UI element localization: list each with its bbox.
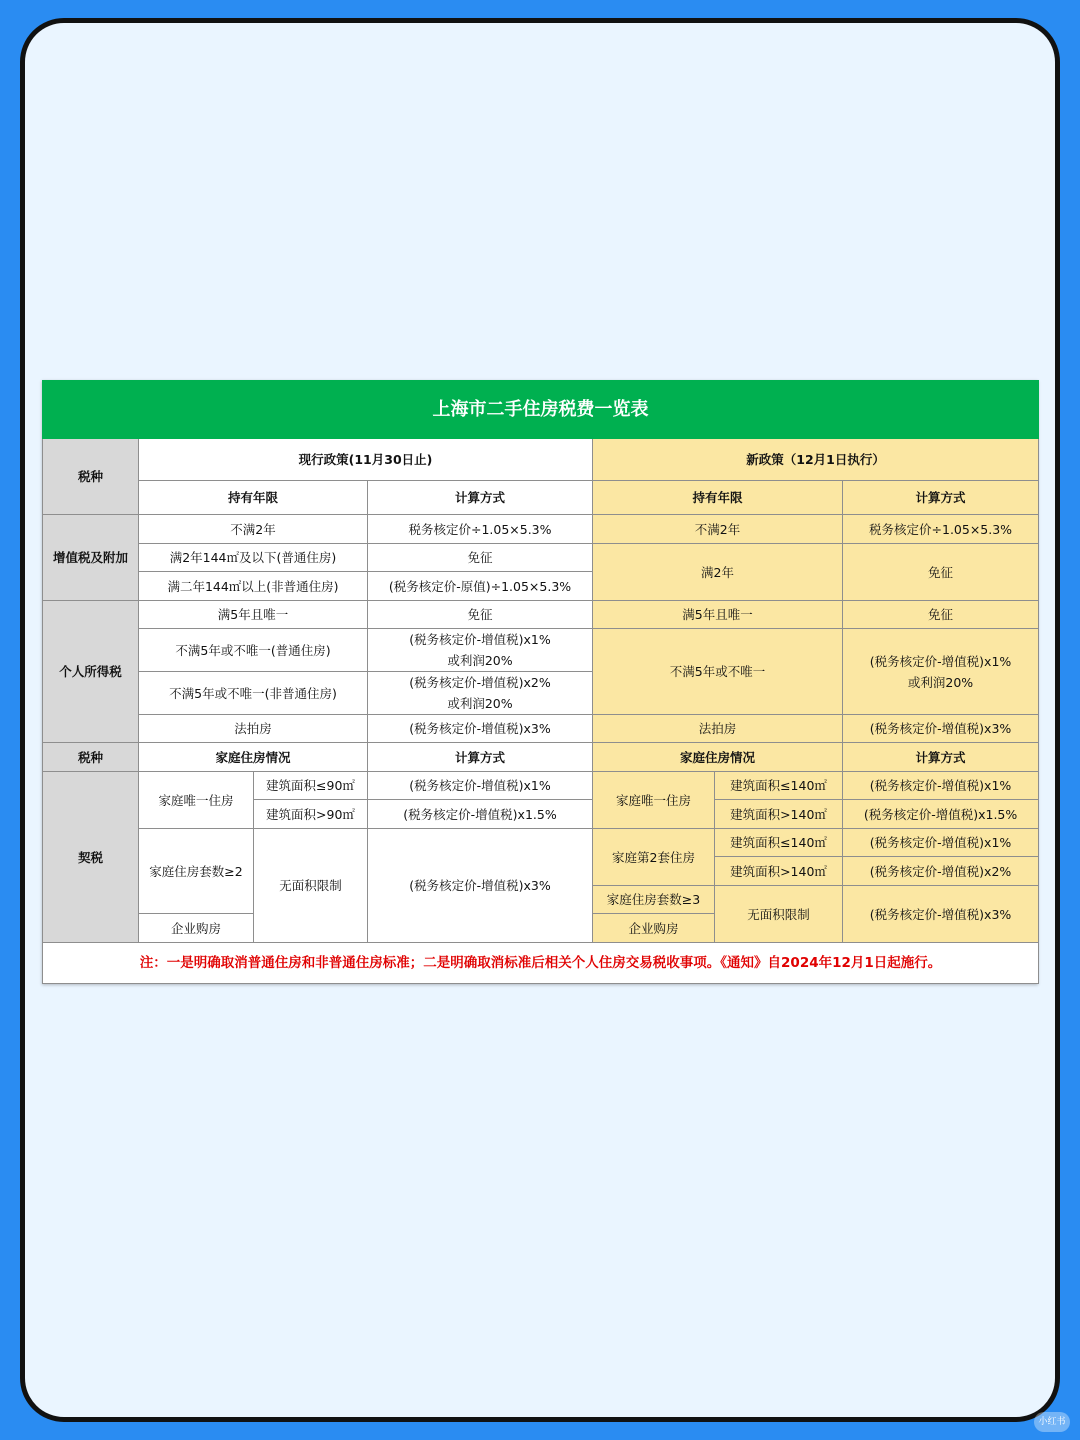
vat-current-period: 满二年144㎡以上(非普通住房) <box>139 572 368 601</box>
income-current-period: 满5年且唯一 <box>139 601 368 629</box>
deed-current-calc-header: 计算方式 <box>368 743 593 772</box>
deed-new-second-home: 家庭第2套住房 <box>593 829 715 886</box>
watermark: 小红书 <box>1034 1412 1070 1432</box>
vat-new-period: 不满2年 <box>593 515 843 544</box>
income-current-period: 不满5年或不唯一(非普通住房) <box>139 672 368 715</box>
deed-current-no-limit: 无面积限制 <box>254 829 368 943</box>
deed-current-area-gt: 建筑面积>90㎡ <box>254 800 368 829</box>
vat-current-period: 满2年144㎡及以下(普通住房) <box>139 544 368 572</box>
deed-new-housing-header: 家庭住房情况 <box>593 743 843 772</box>
calc-line: (税务核定价-增值税)x1% <box>869 653 1012 669</box>
deed-new-only-gt: 建筑面积>140㎡ <box>715 800 843 829</box>
deed-tax-label: 契税 <box>43 772 139 943</box>
deed-current-area-gt-calc: (税务核定价-增值税)x1.5% <box>368 800 593 829</box>
current-period-header: 持有年限 <box>139 481 368 515</box>
income-new-period: 不满5年或不唯一 <box>593 629 843 715</box>
income-new-period: 满5年且唯一 <box>593 601 843 629</box>
table-note: 注：一是明确取消普通住房和非普通住房标准；二是明确取消标准后相关个人住房交易税收事项。《通知》自2024年12月1日起施行。 <box>43 943 1039 984</box>
deed-new-only-le-calc: (税务核定价-增值税)x1% <box>843 772 1039 800</box>
deed-current-multi: 家庭住房套数≥2 <box>139 829 254 914</box>
deed-new-second-gt: 建筑面积>140㎡ <box>715 857 843 886</box>
deed-new-no-limit: 无面积限制 <box>715 886 843 943</box>
deed-new-only-home: 家庭唯一住房 <box>593 772 715 829</box>
current-calc-header: 计算方式 <box>368 481 593 515</box>
tax-table-container <box>42 380 1038 984</box>
table-title: 上海市二手住房税费一览表 <box>43 381 1039 439</box>
deed-new-second-gt-calc: (税务核定价-增值税)x2% <box>843 857 1039 886</box>
deed-current-corporate: 企业购房 <box>139 914 254 943</box>
deed-current-housing-header: 家庭住房情况 <box>139 743 368 772</box>
deed-new-second-le-calc: (税务核定价-增值税)x1% <box>843 829 1039 857</box>
current-policy-header: 现行政策(11月30日止) <box>139 439 593 481</box>
deed-new-multi: 家庭住房套数≥3 <box>593 886 715 914</box>
deed-new-only-gt-calc: (税务核定价-增值税)x1.5% <box>843 800 1039 829</box>
deed-new-multi-calc: (税务核定价-增值税)x3% <box>843 886 1039 943</box>
income-new-period: 法拍房 <box>593 715 843 743</box>
new-policy-header: 新政策（12月1日执行） <box>593 439 1039 481</box>
vat-new-period: 满2年 <box>593 544 843 601</box>
income-current-calc: 免征 <box>368 601 593 629</box>
calc-line: 或利润20% <box>907 674 974 690</box>
deed-new-only-le: 建筑面积≤140㎡ <box>715 772 843 800</box>
deed-new-second-le: 建筑面积≤140㎡ <box>715 829 843 857</box>
income-current-period: 法拍房 <box>139 715 368 743</box>
deed-current-area-le-calc: (税务核定价-增值税)x1% <box>368 772 593 800</box>
deed-new-calc-header: 计算方式 <box>843 743 1039 772</box>
income-new-calc <box>843 629 1039 715</box>
vat-current-period: 不满2年 <box>139 515 368 544</box>
vat-current-calc: 免征 <box>368 544 593 572</box>
vat-new-calc: 税务核定价÷1.05×5.3% <box>843 515 1039 544</box>
deed-current-only-home: 家庭唯一住房 <box>139 772 254 829</box>
vat-current-calc: 税务核定价÷1.05×5.3% <box>368 515 593 544</box>
income-new-calc: (税务核定价-增值税)x3% <box>843 715 1039 743</box>
income-current-calc <box>368 672 593 715</box>
calc-line: 或利润20% <box>447 653 513 668</box>
calc-line: (税务核定价-增值税)x2% <box>409 675 551 690</box>
income-tax-label: 个人所得税 <box>43 601 139 743</box>
income-new-calc: 免征 <box>843 601 1039 629</box>
deed-current-area-le: 建筑面积≤90㎡ <box>254 772 368 800</box>
calc-line: (税务核定价-增值税)x1% <box>409 632 551 647</box>
new-period-header: 持有年限 <box>593 481 843 515</box>
deed-current-multi-calc: (税务核定价-增值税)x3% <box>368 829 593 943</box>
new-calc-header: 计算方式 <box>843 481 1039 515</box>
deed-new-corporate: 企业购房 <box>593 914 715 943</box>
vat-current-calc: (税务核定价-原值)÷1.05×5.3% <box>368 572 593 601</box>
tax-table <box>42 380 1039 984</box>
income-current-calc <box>368 629 593 672</box>
vat-label: 增值税及附加 <box>43 515 139 601</box>
vat-new-calc: 免征 <box>843 544 1039 601</box>
income-current-period: 不满5年或不唯一(普通住房) <box>139 629 368 672</box>
tax-type-header: 税种 <box>43 439 139 515</box>
income-current-calc: (税务核定价-增值税)x3% <box>368 715 593 743</box>
calc-line: 或利润20% <box>447 696 513 711</box>
deed-tax-type-header: 税种 <box>43 743 139 772</box>
